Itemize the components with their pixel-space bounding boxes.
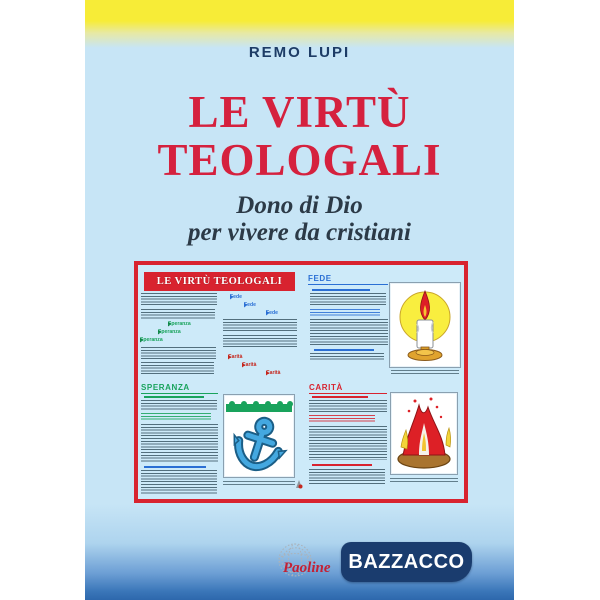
- keyword-speranza: Speranza: [168, 321, 191, 327]
- text-block: [309, 426, 387, 460]
- book-title: [85, 88, 514, 184]
- subheading-rule: [312, 396, 368, 398]
- subheading-rule: [312, 289, 370, 291]
- store-badge: BAZZACCO: [341, 542, 472, 582]
- keyword-carita: Carità: [266, 370, 281, 376]
- poster-banner: LE VIRTÙ TEOLOGALI: [144, 272, 295, 291]
- text-block: [309, 400, 387, 412]
- text-block: [310, 319, 388, 345]
- subtitle-line-2: per vivere da cristiani: [188, 219, 411, 246]
- image-caption: [223, 481, 295, 487]
- text-block: [309, 415, 375, 423]
- subtitle-line-1: Dono di Dio: [236, 192, 363, 219]
- book-subtitle: [85, 192, 514, 246]
- subheading-rule: [312, 464, 372, 466]
- text-block: [141, 293, 217, 306]
- keyword-fede: Fede: [244, 302, 256, 308]
- flame-icon: [391, 393, 457, 474]
- text-block: [309, 469, 385, 485]
- text-block: [141, 400, 217, 410]
- subheading-rule: [314, 349, 374, 351]
- flame-illustration: [390, 392, 458, 475]
- subheading-rule: [144, 396, 204, 398]
- text-block: [141, 362, 214, 376]
- keyword-fede: Fede: [266, 310, 278, 316]
- imprint-mark-icon: [294, 478, 304, 490]
- paoline-logo: [267, 541, 339, 585]
- text-block: [141, 309, 215, 319]
- image-caption: [391, 370, 459, 376]
- keyword-speranza: Speranza: [140, 337, 163, 343]
- anchor-illustration: [223, 394, 295, 478]
- text-block: [310, 309, 380, 316]
- keyword-carita: Carità: [242, 362, 257, 368]
- title-line-2: TEOLOGALI: [157, 135, 442, 185]
- text-block: [141, 413, 211, 421]
- paoline-logo-text: Paoline: [283, 560, 331, 576]
- section-heading-speranza: SPERANZA: [141, 383, 218, 394]
- text-block: [223, 319, 297, 332]
- keyword-fede: Fede: [230, 294, 242, 300]
- text-block: [310, 293, 386, 306]
- text-block: [141, 470, 217, 494]
- candle-illustration: [389, 282, 461, 368]
- text-block: [223, 335, 297, 348]
- text-block: [310, 353, 384, 361]
- author-name: REMO LUPI: [248, 44, 351, 61]
- text-block: [141, 347, 216, 359]
- image-caption: [390, 478, 458, 484]
- section-heading-fede: FEDE: [308, 274, 388, 285]
- candle-icon: [390, 283, 460, 367]
- anchor-icon: [224, 395, 294, 477]
- poster-preview: [134, 261, 468, 503]
- book-cover: [85, 0, 514, 600]
- subheading-rule: [144, 466, 206, 468]
- section-heading-carita: CARITÀ: [309, 383, 387, 394]
- keyword-speranza: Speranza: [158, 329, 181, 335]
- keyword-carita: Carità: [228, 354, 243, 360]
- title-line-1: LE VIRTÙ: [188, 87, 411, 137]
- text-block: [141, 424, 218, 462]
